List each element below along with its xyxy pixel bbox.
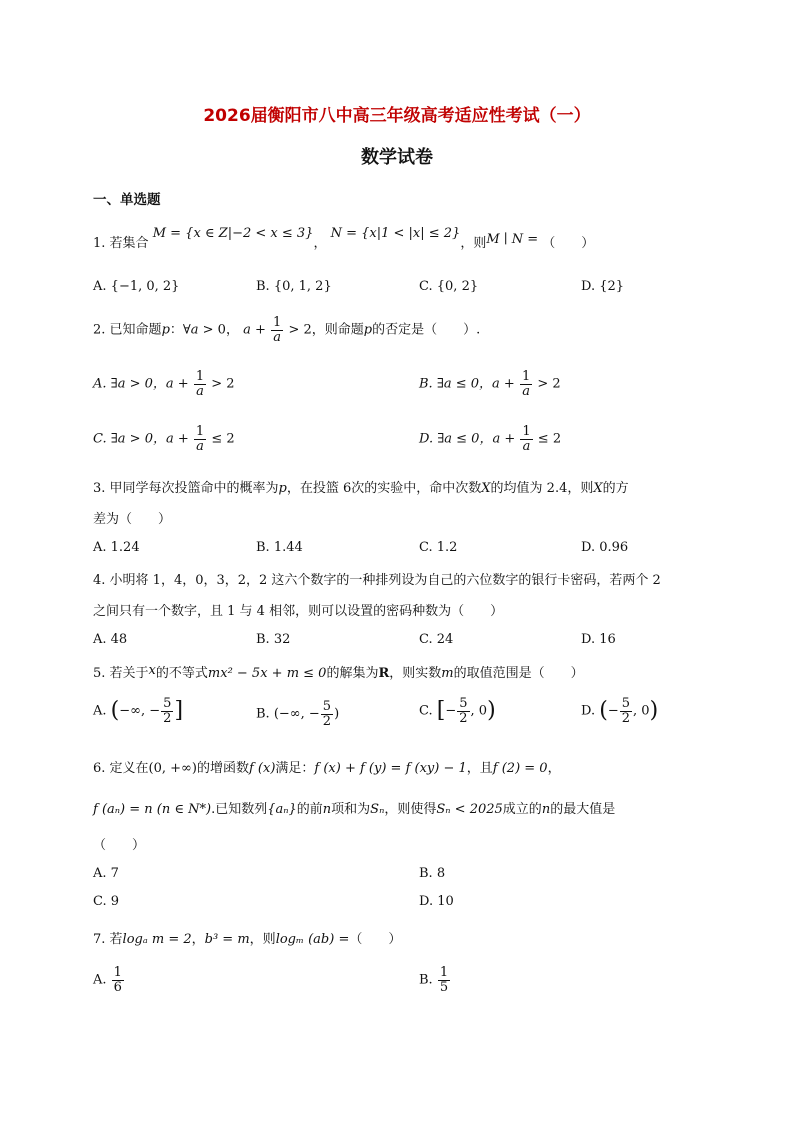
q6-option-c: C. 9 (93, 894, 120, 909)
q1-set-n: N = {x|1 < |x| ≤ 2} (330, 226, 461, 241)
question-6-paren: （ ） (93, 838, 146, 853)
question-5: 5. 若关于x的不等式mx² − 5x + m ≤ 0的解集为R，则实数m的取值范围是（ ） (93, 663, 584, 681)
q3-option-a: A. 1.24 (93, 540, 140, 555)
q2-option-c: C. ∃a > 0，a + $\frac{1}{a}$ ≤ 2 (93, 424, 235, 454)
q4-option-c: C. 24 (419, 632, 454, 647)
q5-option-b: B. (−∞, − $\frac{5}{2}$ ) (256, 699, 340, 729)
q1-option-d: D. {2} (581, 279, 625, 294)
q5-option-a: A. (−∞, − $\frac{5}{2}$ ] (93, 696, 184, 726)
q6-option-a: A. 7 (93, 866, 119, 881)
q7-option-b: B. $\frac{1}{5}$ (419, 965, 449, 995)
question-3: 3. 甲同学每次投篮命中的概率为p，在投篮 6次的实验中，命中次数X的均值为 2.4，则X的方 (93, 481, 629, 496)
q1-option-a: A. {−1, 0, 2} (93, 279, 180, 294)
question-1 (93, 226, 595, 251)
q1-text2: ，则 (460, 236, 487, 251)
q2-option-a: A. ∃a > 0，a + $\frac{1}{a}$ > 2 (93, 369, 235, 399)
q2-option-d: D. ∃a ≤ 0，a + $\frac{1}{a}$ ≤ 2 (419, 424, 562, 454)
q1-option-b: B. {0, 1, 2} (256, 279, 332, 294)
question-6-line2: f (aₙ) = n (n ∈ N*).已知数列{aₙ}的前n项和为Sₙ，则使得Sₙ < 2025成立的n的最大值是 (93, 802, 616, 817)
q4-option-d: D. 16 (581, 632, 616, 647)
q6-option-d: D. 10 (419, 894, 454, 909)
q1-answer-paren: （ ） (542, 236, 595, 251)
exam-title: 2026届衡阳市八中高三年级高考适应性考试（一） (203, 106, 591, 126)
exam-subtitle: 数学试卷 (361, 147, 433, 168)
q5-option-d: D. (− $\frac{5}{2}$ , 0) (581, 696, 659, 726)
question-6: 6. 定义在(0, +∞)的增函数f (x)满足：f (x) + f (y) = f (xy) − 1，且f (2) = 0， (93, 761, 561, 776)
question-2: 2. 已知命题p：∀a > 0， a + $\frac{1}{a}$ > 2，则命题p的否定是（ ）. (93, 315, 481, 345)
section-heading: 一、单选题 (93, 192, 161, 208)
q1-comma: ， (313, 236, 327, 251)
question-3-line2: 差为（ ） (93, 512, 172, 527)
q4-option-a: A. 48 (93, 632, 128, 647)
q1-set-m: M = {x ∈ Z|−2 < x ≤ 3} (152, 226, 314, 241)
question-7: 7. 若logₐ m = 2，b³ = m，则logₘ (ab) =（ ） (93, 932, 402, 947)
q4-option-b: B. 32 (256, 632, 291, 647)
question-4-line2: 之间只有一个数字，且 1 与 4 相邻，则可以设置的密码种数为（ ） (93, 604, 504, 619)
q1-option-c: C. {0, 2} (419, 279, 479, 294)
q7-option-a: A. $\frac{1}{6}$ (93, 965, 122, 995)
q2-option-b: B. ∃a ≤ 0，a + $\frac{1}{a}$ > 2 (419, 369, 561, 399)
question-4: 4. 小明将 1，4，0，3，2，2 这六个数字的一种排列设为自己的六位数字的银行卡密码，若两个 2 (93, 573, 661, 588)
q1-text: 若集合 (109, 236, 149, 251)
q5-option-c: C. [− $\frac{5}{2}$ , 0) (419, 696, 496, 726)
q3-option-b: B. 1.44 (256, 540, 303, 555)
q3-option-d: D. 0.96 (581, 540, 629, 555)
q6-option-b: B. 8 (419, 866, 446, 881)
q3-option-c: C. 1.2 (419, 540, 458, 555)
q1-expression: M ∣ N = (486, 232, 539, 247)
q1-number: 1. (93, 236, 106, 251)
